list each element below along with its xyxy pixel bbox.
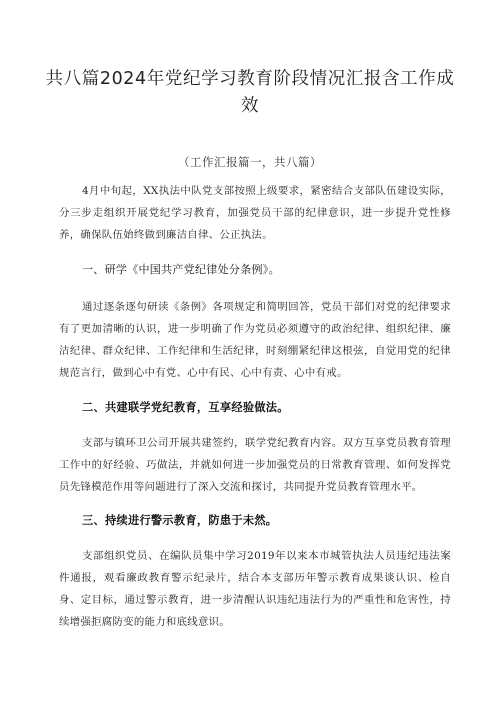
- section-body-2: 支部与镇环卫公司开展共建签约，联学党纪教育内容。双方互享党员教育管理工作中的好经验、巧做法，并就如何进一步加强党员的日常教育管理、如何发挥党员先锋模范作用等问题进行了深入交流和探讨，共同提升党员教育管理水平。: [59, 437, 451, 493]
- document-subtitle: （工作汇报篇一，共八篇）: [178, 155, 322, 169]
- section-body-1: 通过逐条逐句研读《条例》各项规定和简明回答，党员干部们对党的纪律要求有了更加清晰的认识，进一步明确了作为党员必须遵守的政治纪律、组织纪律、廉洁纪律、群众纪律、工作纪律和生活纪律，时刻绷紧纪律这根弦，自觉用党的纪律规范言行，做到心中有党、心中有民、心中有责、心中有戒。: [59, 301, 451, 379]
- section-heading-3: 三、持续进行警示教育，防患于未然。: [82, 514, 278, 527]
- section-heading-1: 一、研学《中国共产党纪律处分条例》。: [82, 263, 280, 276]
- intro-paragraph: 4月中旬起，XX执法中队党支部按照上级要求，紧密结合支部队伍建设实际，分三步走组织开展党纪学习教育，加强党员干部的纪律意识，进一步提升党性修养，确保队伍始终做到廉洁自律、公正执法。: [59, 185, 451, 241]
- document-title: 共八篇2024年党纪学习教育阶段情况汇报含工作成效: [45, 69, 455, 116]
- section-heading-2: 二、共建联学党纪教育，互享经验做法。: [82, 401, 289, 414]
- section-body-3: 支部组织党员、在编队员集中学习2019年以来本市城管执法人员违纪违法案件通报，观看廉政教育警示纪录片，结合本支部历年警示教育成果谈认识、检自身、定目标，通过警示教育，进一步清醒认识违纪违法行为的严重性和危害性，持续增强拒腐防变的能力和底线意识。: [59, 550, 451, 628]
